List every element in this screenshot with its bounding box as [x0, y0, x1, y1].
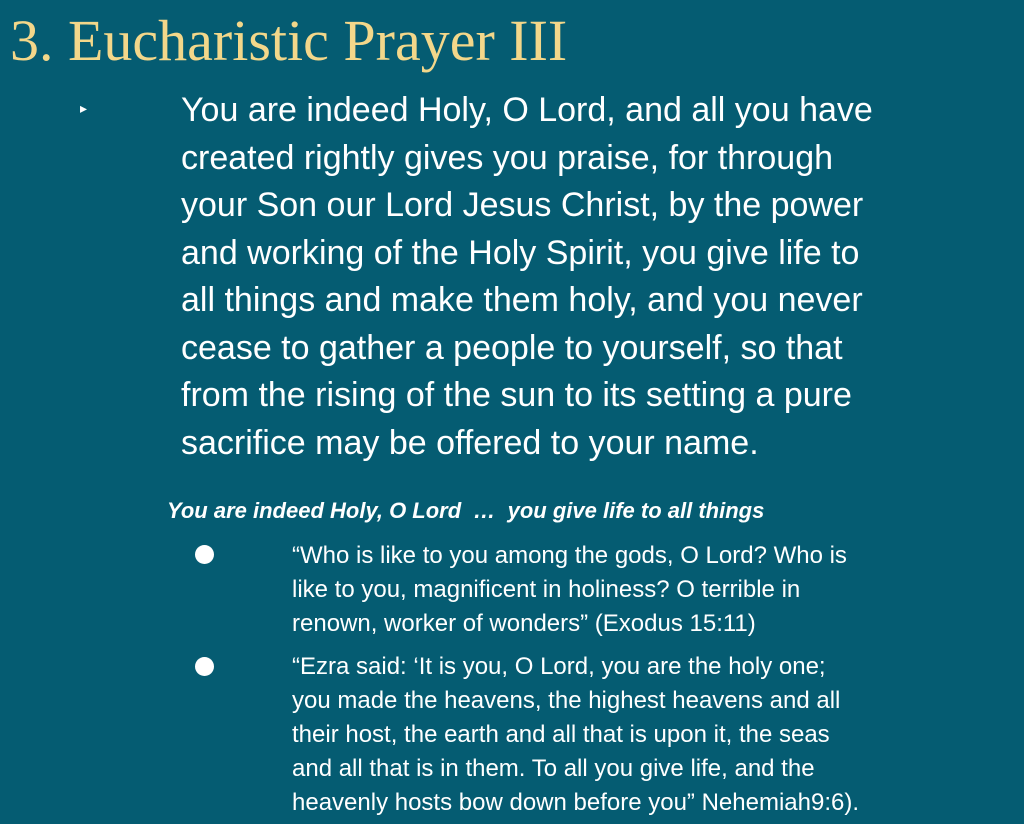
quote-exodus [292, 539, 1012, 641]
circle-bullet-icon [195, 545, 214, 564]
quote-line: “Who is like to you among the gods, O Lord? Who is [292, 542, 847, 569]
quote-line: and all that is in them. To all you give life, and the [292, 755, 815, 782]
main-text-line: created rightly gives you praise, for through [181, 138, 834, 177]
main-text-line: sacrifice may be offered to your name. [181, 423, 759, 462]
main-text-line: You are indeed Holy, O Lord, and all you have [181, 91, 873, 129]
main-text-line: cease to gather a people to yourself, so that [181, 328, 843, 367]
main-text-line: from the rising of the sun to its setting a pure [181, 376, 852, 414]
quote-line: you made the heavens, the highest heavens and all [292, 687, 841, 714]
main-bullet-text [181, 87, 1001, 467]
main-text-line: your Son our Lord Jesus Christ, by the power [181, 186, 864, 224]
quote-nehemiah [292, 650, 1012, 820]
quote-line: renown, worker of wonders” (Exodus 15:11) [292, 610, 756, 637]
quote-line: like to you, magnificent in holiness? O terrible in [292, 576, 801, 603]
circle-bullet-icon [195, 657, 214, 676]
quote-line: “Ezra said: ‘It is you, O Lord, you are the holy one; [292, 653, 826, 680]
quote-line: heavenly hosts bow down before you” Nehemiah9:6). [292, 789, 859, 816]
subheading: You are indeed Holy, O Lord … you give life to all things [167, 498, 765, 523]
main-text-line: and working of the Holy Spirit, you give life to [181, 233, 860, 272]
main-text-line: all things and make them holy, and you never [181, 281, 863, 319]
triangle-bullet-icon: ▸ [80, 100, 88, 116]
quote-line: their host, the earth and all that is upon it, the seas [292, 721, 830, 748]
slide-title: 3. Eucharistic Prayer III [10, 8, 568, 73]
